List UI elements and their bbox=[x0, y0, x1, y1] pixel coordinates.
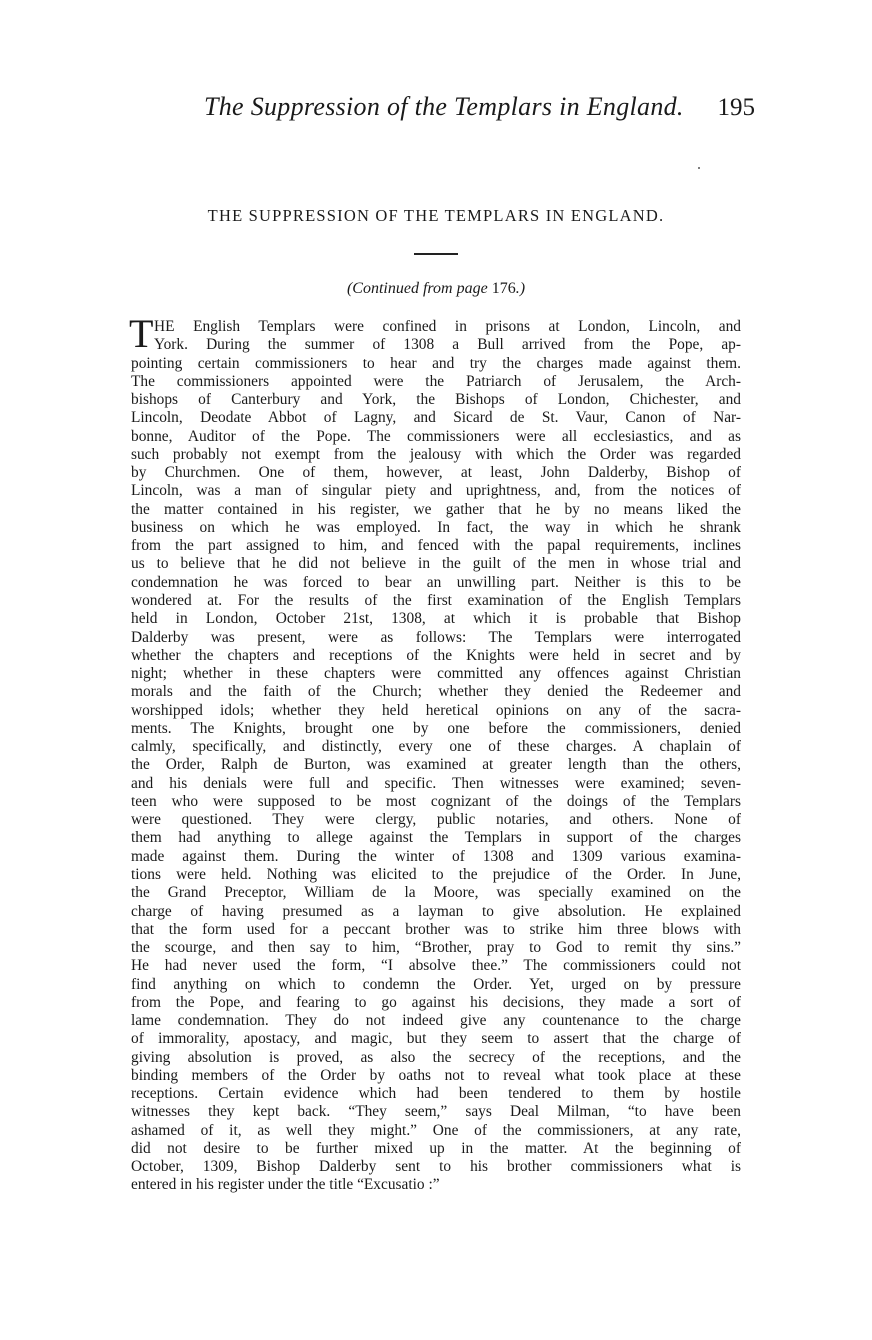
text-line: condemnation he was forced to bear an unwilling part. Neither is this to be bbox=[131, 573, 741, 591]
continued-prefix: (Continued from page bbox=[346, 280, 492, 297]
text-line: and his denials were full and specific. Then witnesses were examined; seven- bbox=[131, 774, 741, 792]
text-line: charge of having presumed as a layman to give absolution. He explained bbox=[131, 902, 741, 920]
text-line: October, 1309, Bishop Dalderby sent to his brother commissioners what is bbox=[131, 1158, 741, 1176]
running-head bbox=[130, 92, 755, 132]
text-line: made against them. During the winter of 1308 and 1309 various examina- bbox=[131, 847, 741, 865]
text-line: HE English Templars were confined in prisons at London, Lincoln, and bbox=[154, 318, 741, 335]
text-line: calmly, specifically, and distinctly, every one of these charges. A chaplain of bbox=[131, 738, 741, 756]
continued-suffix: .) bbox=[515, 280, 526, 297]
text-line: ments. The Knights, brought one by one before the commissioners, denied bbox=[131, 719, 741, 737]
text-line: by Churchmen. One of them, however, at least, John Dalderby, Bishop of bbox=[131, 464, 741, 482]
text-line: He had never used the form, “I absolve thee.” The commissioners could not bbox=[131, 957, 741, 975]
text-line: the scourge, and then say to him, “Brother, pray to God to remit thy sins.” bbox=[131, 939, 741, 957]
text-line: business on which he was employed. In fact, the way in which he shrank bbox=[131, 518, 741, 536]
text-line: binding members of the Order by oaths not to reveal what took place at these bbox=[131, 1066, 741, 1084]
print-speck bbox=[698, 167, 700, 169]
text-line: of immorality, apostacy, and magic, but they seem to assert that the charge of bbox=[131, 1030, 741, 1048]
text-line: morals and the faith of the Church; whether they denied the Redeemer and bbox=[131, 683, 741, 701]
text-line: from the Pope, and fearing to go against his decisions, they made a sort of bbox=[131, 993, 741, 1011]
text-line: Lincoln, Deodate Abbot of Lagny, and Sicard de St. Vaur, Canon of Nar- bbox=[131, 409, 741, 427]
text-line: that the form used for a peccant brother was to strike him three blows with bbox=[131, 920, 741, 938]
text-line: us to believe that he did not believe in the guilt of the men in whose trial and bbox=[131, 555, 741, 573]
continued-page: 176 bbox=[491, 280, 516, 297]
text-line: witnesses they kept back. “They seem,” says Deal Milman, “to have been bbox=[131, 1103, 741, 1121]
text-line: the Grand Preceptor, William de la Moore, was specially examined on the bbox=[131, 884, 741, 902]
page-number: 195 bbox=[717, 94, 755, 121]
article-title: THE SUPPRESSION OF THE TEMPLARS IN ENGLAND. bbox=[207, 206, 665, 225]
text-line: receptions. Certain evidence which had been tendered to them by hostile bbox=[131, 1085, 741, 1103]
text-line: The commissioners appointed were the Patriarch of Jerusalem, the Arch- bbox=[131, 372, 741, 390]
text-line: from the part assigned to him, and fenced with the papal requirements, inclines bbox=[131, 537, 741, 555]
article-body bbox=[129, 311, 741, 1195]
text-line: York. During the summer of 1308 a Bull arrived from the Pope, ap- bbox=[154, 336, 741, 354]
text-line: ashamed of it, as well they might.” One of the commissioners, at any rate, bbox=[131, 1121, 741, 1139]
text-line: night; whether in these chapters were committed any offences against Christian bbox=[131, 665, 741, 683]
text-line: the Order, Ralph de Burton, was examined at greater length than the others, bbox=[131, 756, 741, 774]
text-line: the matter contained in his register, we gather that he by no means liked the bbox=[131, 500, 741, 518]
text-line: entered in his register under the title “Excusatio :” bbox=[131, 1176, 440, 1194]
text-line: held in London, October 21st, 1308, at which it is probable that Bishop bbox=[131, 610, 741, 628]
drop-cap: T bbox=[129, 311, 154, 356]
text-line: wondered at. For the results of the first examination of the English Templars bbox=[131, 591, 741, 609]
text-line: were questioned. They were clergy, public notaries, and others. None of bbox=[131, 811, 741, 829]
text-line: pointing certain commissioners to hear and try the charges made against them. bbox=[131, 354, 741, 372]
text-line: bonne, Auditor of the Pope. The commissioners were all ecclesiastics, and as bbox=[131, 427, 741, 445]
text-line: worshipped idols; whether they held heretical opinions on any of the sacra- bbox=[131, 701, 741, 719]
text-line: lame condemnation. They do not indeed give any countenance to the charge bbox=[131, 1012, 741, 1030]
text-line: tions were held. Nothing was elicited to the prejudice of the Order. In June, bbox=[131, 865, 741, 883]
text-line: Lincoln, was a man of singular piety and uprightness, and, from the notices of bbox=[131, 482, 741, 500]
text-line: giving absolution is proved, as also the secrecy of the receptions, and the bbox=[131, 1048, 741, 1066]
running-title: The Suppression of the Templars in England. bbox=[204, 92, 684, 121]
text-line: such probably not exempt from the jealousy with which the Order was regarded bbox=[131, 445, 741, 463]
text-line: teen who were supposed to be most cognizant of the doings of the Templars bbox=[131, 792, 741, 810]
text-line: did not desire to be further mixed up in the matter. At the beginning of bbox=[131, 1139, 741, 1157]
continued-note bbox=[0, 280, 872, 298]
text-line: whether the chapters and receptions of the Knights were held in secret and by bbox=[131, 646, 741, 664]
text-line: Dalderby was present, were as follows: The Templars were interrogated bbox=[131, 628, 741, 646]
title-rule bbox=[414, 253, 458, 255]
text-line: bishops of Canterbury and York, the Bishops of London, Chichester, and bbox=[131, 391, 741, 409]
text-line: find anything on which to condemn the Order. Yet, urged on by pressure bbox=[131, 975, 741, 993]
text-line: them had anything to allege against the Templars in support of the charges bbox=[131, 829, 741, 847]
